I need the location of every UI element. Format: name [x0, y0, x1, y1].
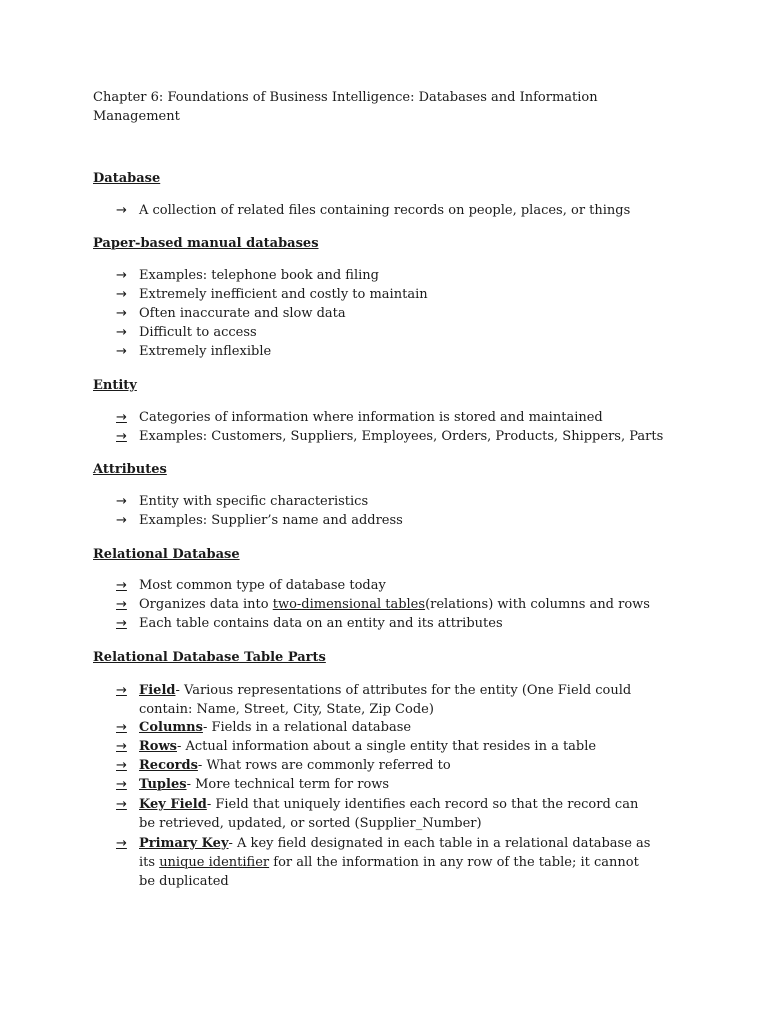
- term-tuples: Tuples: [139, 777, 187, 792]
- heading-relational-database: Relational Database: [93, 547, 240, 562]
- list-item: → Most common type of database today: [116, 578, 386, 593]
- arrow-icon: →: [116, 683, 127, 698]
- arrow-icon: →: [116, 513, 127, 528]
- list-item: → Tuples- More technical term for rows: [116, 777, 390, 792]
- arrow-icon: →: [116, 287, 127, 302]
- list-item: → Entity with specific characteristics: [116, 494, 369, 509]
- arrow-icon: →: [116, 597, 127, 612]
- arrow-icon: →: [116, 268, 127, 283]
- term-rows: Rows: [139, 739, 177, 754]
- list-item: → Organizes data into two-dimensional tables(relations) with columns and rows: [116, 597, 650, 612]
- list-item: → Extremely inflexible: [116, 344, 272, 359]
- arrow-icon: →: [116, 836, 127, 851]
- arrow-icon: →: [116, 410, 127, 425]
- list-item: → Examples: Supplier’s name and address: [116, 513, 403, 528]
- heading-entity: Entity: [93, 378, 137, 393]
- list-item: → Field- Various representations of attributes for the entity (One Field could contain: Name, Street, City, State, Zip Code): [116, 683, 632, 717]
- arrow-icon: →: [116, 306, 127, 321]
- arrow-icon: →: [116, 494, 127, 509]
- list-item: → Categories of information where information is stored and maintained: [116, 410, 603, 425]
- arrow-icon: →: [116, 739, 127, 754]
- term-columns: Columns: [139, 720, 203, 735]
- arrow-icon: →: [116, 344, 127, 359]
- term-field: Field: [139, 683, 176, 698]
- heading-paper-based: Paper-based manual databases: [93, 236, 319, 251]
- term-primary-key: Primary Key: [139, 836, 229, 851]
- list-item: → Key Field- Field that uniquely identifies each record so that the record can be retrieved, updated, or sorted (Supplier_Number): [116, 797, 639, 831]
- list-item: → Columns- Fields in a relational database: [116, 720, 412, 735]
- list-item: → Records- What rows are commonly referred to: [116, 758, 451, 773]
- heading-attributes: Attributes: [93, 462, 167, 477]
- list-item: → Often inaccurate and slow data: [116, 306, 346, 321]
- list-item: → Examples: Customers, Suppliers, Employees, Orders, Products, Shippers, Parts: [116, 429, 664, 444]
- list-item: → Difficult to access: [116, 325, 257, 340]
- arrow-icon: →: [116, 616, 127, 631]
- arrow-icon: →: [116, 777, 127, 792]
- list-item: → Extremely inefficient and costly to maintain: [116, 287, 428, 302]
- arrow-icon: →: [116, 578, 127, 593]
- list-item: → Each table contains data on an entity and its attributes: [116, 616, 503, 631]
- arrow-icon: →: [116, 797, 127, 812]
- chapter-title: Chapter 6: Foundations of Business Intelligence: Databases and Information Management: [93, 90, 598, 124]
- term-records: Records: [139, 758, 198, 773]
- underlined-phrase: unique identifier: [159, 855, 270, 870]
- arrow-icon: →: [116, 720, 127, 735]
- list-item: → Examples: telephone book and filing: [116, 268, 379, 283]
- heading-database: Database: [93, 171, 161, 186]
- arrow-icon: →: [116, 325, 127, 340]
- arrow-icon: →: [116, 758, 127, 773]
- arrow-icon: →: [116, 203, 127, 218]
- list-item: → A collection of related files containing records on people, places, or things: [116, 203, 631, 218]
- arrow-icon: →: [116, 429, 127, 444]
- underlined-phrase: two-dimensional tables: [272, 597, 426, 612]
- list-item: → Rows- Actual information about a single entity that resides in a table: [116, 739, 597, 754]
- list-item: → Primary Key- A key field designated in each table in a relational database as its unique identifier for all the information in any row of the table; it cannot be duplicated: [116, 836, 651, 889]
- heading-table-parts: Relational Database Table Parts: [93, 650, 326, 665]
- term-key-field: Key Field: [139, 797, 207, 812]
